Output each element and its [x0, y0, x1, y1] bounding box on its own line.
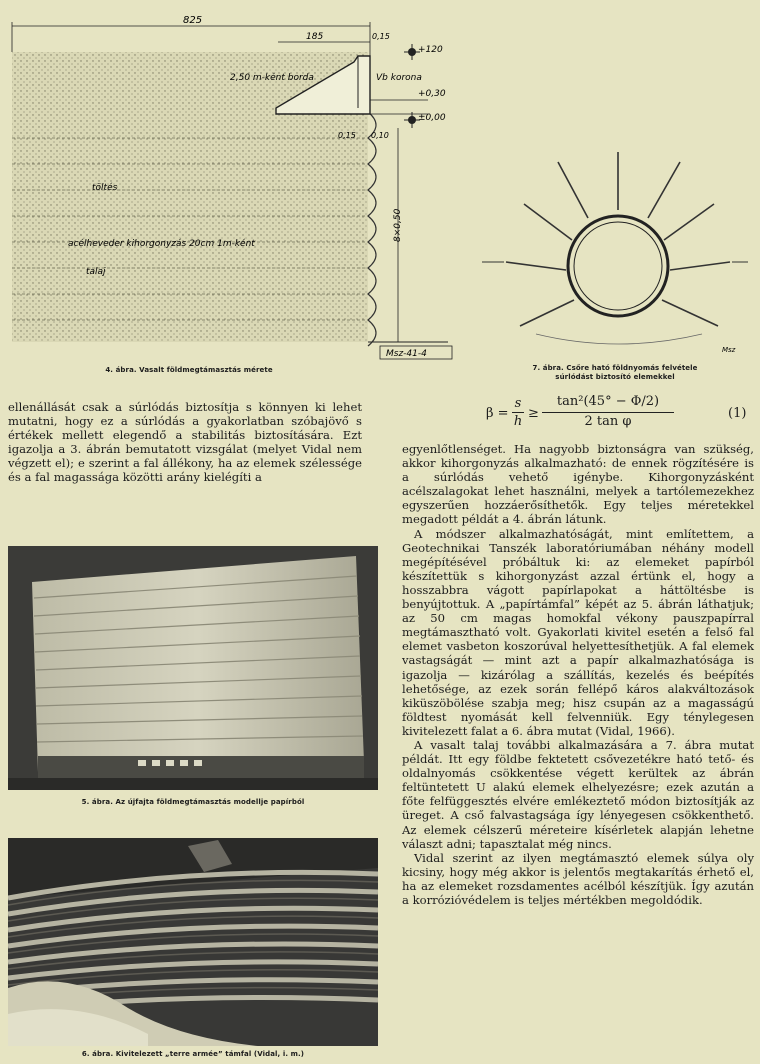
level-030: +0,30	[418, 89, 446, 99]
right-paragraph-4: Vidal szerint az ilyen megtámasztó elemek súlya oly kicsiny, hogy még akkor is jelentős megtakarítás érhető el, ha az elemeket rozsdamentes acélból készítjük. Így azután a korrózióvédelem is teljes mértékben megoldódik.	[402, 850, 754, 907]
scalloped-wall	[368, 112, 376, 346]
label-vb-korona: Vb korona	[376, 73, 422, 83]
label-toltes: töltés	[92, 183, 118, 193]
figure-6-caption: 6. ábra. Kivitelezett „terre armée” támfal (Vidal, i. m.)	[81, 1050, 305, 1058]
figure-7-caption-line1: 7. ábra. Csőre ható földnyomás felvétele	[532, 364, 698, 372]
dim-total-label: 825	[183, 15, 203, 26]
eq-lhs: β =	[486, 406, 509, 421]
figure-6-photo-art	[8, 838, 378, 1046]
pipe-outer	[568, 216, 668, 316]
right-paragraph-3: A vasalt talaj további alkalmazására a 7. ábra mutat példát. Itt egy földbe fektetett csővezetékre ható tető- és oldalnyomás csökkentése végett kerültek az ábrán feltüntetett U alakú elemek elhelyezésre; ezek azután a főte felfüggesztés elvére emlékeztető módon biztosítják az üreget. A cső falvastagsága így lényegesen csökkenthető. Az elemek célszerű méreteire kísérletek alapján lehetne választ adni; tapasztalat még nincs.	[402, 737, 754, 851]
right-paragraph-2: A módszer alkalmazhatóságát, mint említettem, a Geotechnikai Tanszék laboratóriumában néhány modell megépítésével próbáltuk ki: az elemeket papírból készítettük s kihorgonyzást azzal értünk el, hogy a hosszabbra vágott papírlapokat a háttöltésbe is benyújtottuk. A „papírtámfal” képét az 5. ábrán láthatjuk; az 50 cm magas homokfal vékony pauszpapírral megtámasztható volt. Gyakorlati kivitel esetén a felső fal elemet vasbeton koszorúval helyettesíthetjük. A fal elemek vastagságát — mint azt a papír alkalmazhatósága is igazolja — kizárólag a szállítás, kezelés és beépítés lehetősége, az ezek során fellépő káros alakváltozások kiküszöbölése szabja meg; hisz csupán az a magasságú földtest nyomását kell felvenniük. Egy ténylegesen kivitelezett falat a 6. ábra mutat (Vidal, 1966).	[402, 526, 754, 738]
right-column-text	[402, 442, 754, 907]
figure-7-caption-line2: súrlódást biztosító elemekkel	[555, 373, 675, 381]
figure-7-drawing	[476, 140, 754, 360]
left-paragraph	[8, 400, 362, 485]
figure-7-caption	[476, 364, 754, 382]
label-kihorgonyzas: acélheveder kihorgonyzás 20cm 1m-ként	[68, 239, 255, 249]
eq-ge: ≥	[528, 406, 539, 421]
dim-185-label: 185	[306, 32, 324, 42]
label-borda: 2,50 m-ként borda	[230, 73, 314, 83]
equation-1	[476, 394, 756, 432]
figure-5-photo-art	[8, 546, 378, 790]
label-msz: Msz-41-4	[386, 349, 427, 359]
label-8x050: 8×0,50	[393, 208, 403, 242]
eq-frac2-den: 2 tan φ	[584, 414, 632, 429]
left-paragraph-text: ellenállását csak a súrlódás biztosítja s könnyen ki lehet mutatni, hogy ez a súrlódás a gyakorlatban szóbajövő s értékek mellett elegendő a stabilitás biztosítására. Ezt igazolja a 3. ábrán bemutatott vizsgálat (melyet Vidal nem végzett el); e szerint a fal állékony, ha az elemek szélessége és a fal magassága közötti arány kielégíti a	[8, 400, 362, 485]
eq-number: (1)	[728, 406, 747, 421]
dim-015a-label: 0,15	[372, 32, 390, 41]
eq-frac1-den: h	[513, 414, 523, 429]
eq-frac2-num: tan²(45° − Φ/2)	[556, 394, 660, 409]
label-010: 0,10	[371, 131, 389, 140]
label-talaj: talaj	[86, 267, 106, 277]
figure-4-caption: 4. ábra. Vasalt földmegtámasztás mérete	[105, 366, 273, 374]
eq-frac1-num: s	[514, 396, 522, 411]
right-paragraph-1: egyenlőtlenséget. Ha nagyobb biztonságra van szükség, akkor kihorgonyzás alkalmazható: de ennek rögzítésére is a súrlódás vehető igénybe. Kihorgonyzásként acélszalagokat lehet használni, melyek a tartólemezekhez egyszerűen hozzáerősíthetők. Egy teljes méretekkel megadott példát a 4. ábrán látunk.	[402, 442, 754, 527]
label-015b: 0,15	[338, 131, 356, 140]
figure-5-photo	[8, 546, 378, 790]
level-120: +120	[418, 45, 443, 55]
figure-5-caption: 5. ábra. Az újfajta földmegtámasztás modellje papírból	[81, 798, 305, 806]
pipe-inner	[574, 222, 662, 310]
level-000: ±0,00	[418, 113, 446, 123]
figure-4-drawing	[8, 12, 460, 362]
fig7-mark: Msz	[722, 346, 736, 354]
figure-6-photo	[8, 838, 378, 1046]
